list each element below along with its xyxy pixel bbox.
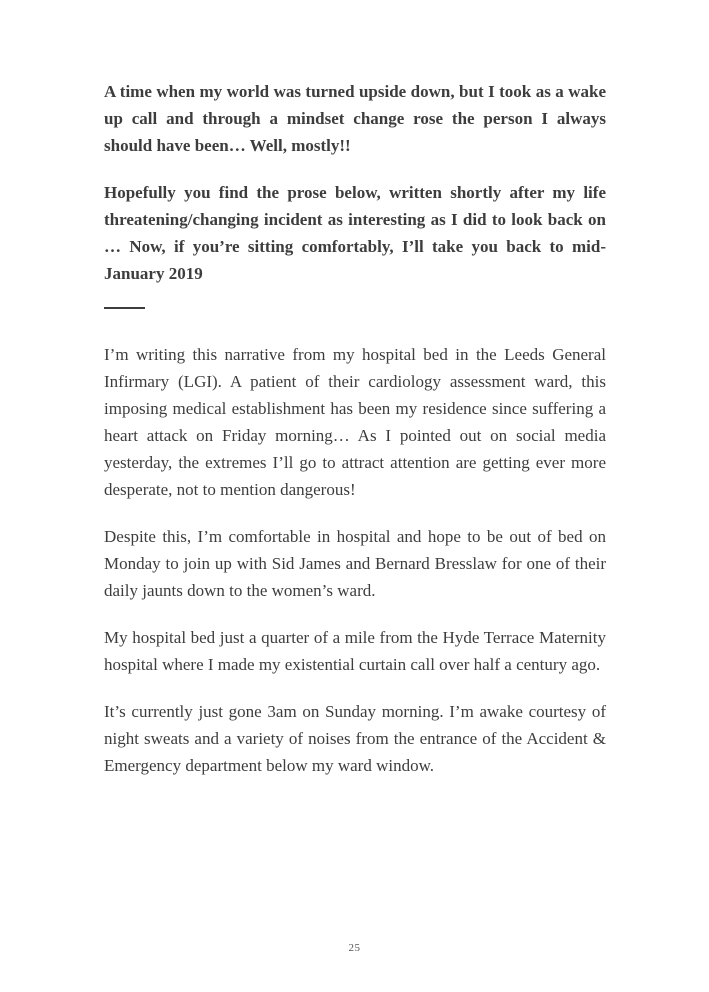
body-paragraph-2: Despite this, I’m comfortable in hospital and hope to be out of bed on Monday to join up with Sid James and Bernard Bresslaw for one of their daily jaunts down to the women’s ward. xyxy=(104,527,606,600)
page-number: 25 xyxy=(348,942,361,954)
body-paragraph-4: It’s currently just gone 3am on Sunday morning. I’m awake courtesy of night sweats and a variety of noises from the entrance of the Accident & Emergency department below my ward window. xyxy=(104,702,606,775)
body-paragraph-1: I’m writing this narrative from my hospital bed in the Leeds General Infirmary (LGI). A patient of their cardiology assessment ward, this imposing medical establishment has been my residence since suffering a heart attack on Friday morning… As I pointed out on social media yesterday, the extremes I’ll go to attract attention are getting ever more desperate, not to mention dangerous! xyxy=(104,345,606,499)
page-footer xyxy=(0,938,709,956)
text-block xyxy=(104,78,606,799)
intro-paragraph-2: Hopefully you find the prose below, written shortly after my life threatening/changing incident as interesting as I did to look back on … Now, if you’re sitting comfortably, I’ll take you back to mid-January 2019 xyxy=(104,183,606,283)
intro-paragraph-1: A time when my world was turned upside down, but I took as a wake up call and through a mindset change rose the person I always should have been… Well, mostly!! xyxy=(104,82,606,155)
body-paragraph-3: My hospital bed just a quarter of a mile from the Hyde Terrace Maternity hospital where I made my existential curtain call over half a century ago. xyxy=(104,628,606,674)
section-separator xyxy=(104,307,145,309)
